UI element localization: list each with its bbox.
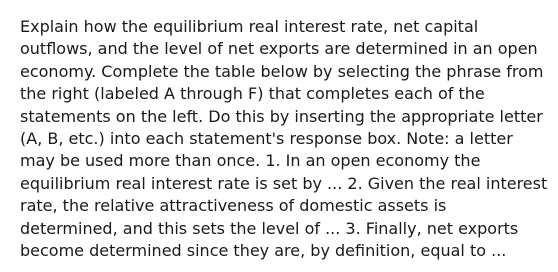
question-text: Explain how the equilibrium real interest rate, net capital outflows, and the level of net exports are determined in an open economy. Complete the table below by selecting the phrase from the right (labeled A through F) that completes each of the statements on the left. Do this by inserting the appropriate letter (A, B, etc.) into each statement's response box. Note: a letter may be used more than once. 1. In an open economy the equilibrium real interest rate is set by ... 2. Given the real interest rate, the relative attractiveness of domestic assets is determined, and this sets the level of ... 3. Finally, net exports become determined since they are, by definition, equal to ... — [20, 17, 548, 261]
